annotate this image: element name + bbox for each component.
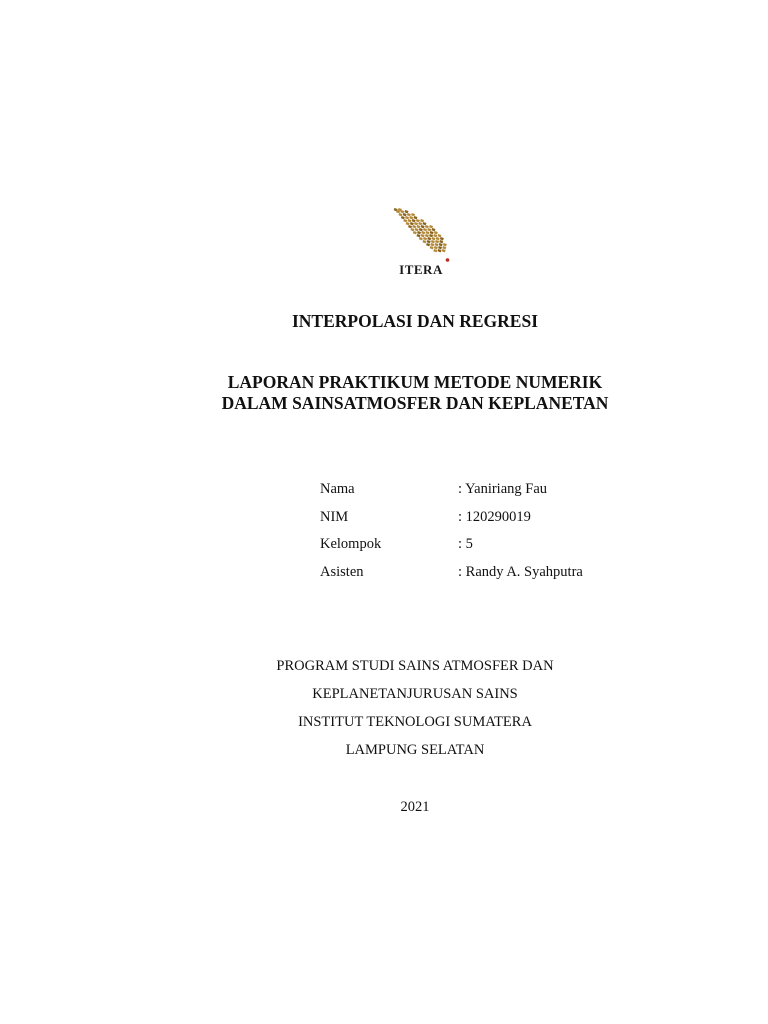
program-line-1: PROGRAM STUDI SAINS ATMOSFER DAN: [276, 658, 554, 674]
report-title: INTERPOLASI DAN REGRESI: [291, 311, 539, 331]
report-subtitle: [0, 372, 768, 414]
logo-text: ITERA: [399, 262, 443, 277]
info-value: : 120290019: [458, 508, 531, 525]
subtitle-line-1: LAPORAN PRAKTIKUM METODE NUMERIK: [227, 372, 603, 392]
info-label: NIM: [320, 508, 349, 525]
info-value: : Yaniriang Fau: [458, 481, 548, 497]
location: LAMPUNG SELATAN: [345, 742, 485, 758]
program-line-2: KEPLANETANJURUSAN SAINS: [312, 686, 518, 702]
info-value: : 5: [458, 536, 473, 553]
institution-name: INSTITUT TEKNOLOGI SUMATERA: [298, 714, 532, 730]
year: 2021: [400, 799, 430, 815]
info-label: Kelompok: [320, 536, 382, 553]
subtitle-line-2: DALAM SAINSATMOSFER DAN KEPLANETAN: [221, 393, 609, 413]
info-value: : Randy A. Syahputra: [458, 564, 583, 581]
info-label: Asisten: [320, 564, 364, 581]
info-label: Nama: [320, 481, 355, 497]
